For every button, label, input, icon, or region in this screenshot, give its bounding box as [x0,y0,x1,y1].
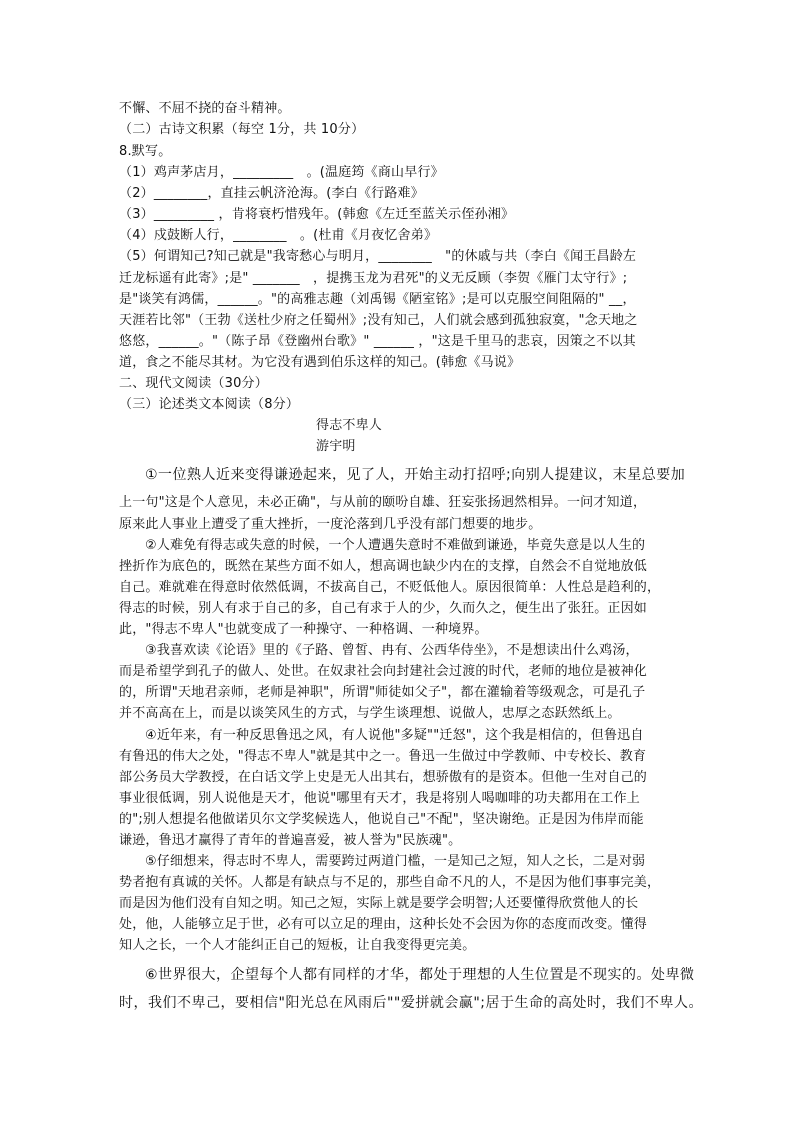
question-8-item-2: （2）________，直挂云帆济沧海。(李白《行路难》 [119,186,424,201]
paragraph-1-line: 上一句"这是个人意见，未必正确"，与从前的颐吩自雄、狂妄张扬迥然相异。一问才知道， [119,495,647,510]
paragraph-2-line: 此，"得志不卑人"也就变成了一种操守、一种格调、一种境界。 [119,622,488,637]
paragraph-5-line: 而是因为他们没有自知之明。知己之短，实际上就是要学会明智;人还要懂得欣赏他人的长 [119,896,639,911]
question-8-item-5-line: 迁龙标遥有此寄》;是" _______ ，提携玉龙为君死"的义无反顾（李贺《雁门太守行》; [119,271,628,286]
question-8-title: 8.默写。 [119,144,172,159]
paragraph-3-line: 并不高高在上，而是以谈笑风生的方式，与学生谈理想、说做人，忠厚之态跃然纸上。 [119,706,621,721]
question-8-item-5-line: 是"谈笑有鸿儒，______。"的高雅志趣（刘禹锡《陋室铭》;是可以克服空间阻隔的" __， [119,292,636,307]
article-title: 得志不卑人 [316,418,383,433]
question-8-item-5-line: 道，食之不能尽其材。为它没有遇到伯乐这样的知己。(韩愈《马说》 [119,355,521,370]
question-8-item-1: （1）鸡声茅店月，_________ 。(温庭筠《商山早行》 [119,165,444,180]
question-8-item-4: （4）戍鼓断人行，________ 。(杜甫《月夜忆舍弟》 [119,228,438,243]
question-8-item-5-line: 天涯若比邻"（王勃《送杜少府之任蜀州》;没有知己，人们就会感到孤独寂寞，"念天地之 [119,313,638,328]
paragraph-6-line: ⑥世界很大，企望每个人都有同样的才华，都处于理想的人生位置是不现实的。处卑微 [145,967,695,983]
section-heading-modern-reading: 二、现代文阅读（30分） [119,376,268,391]
paragraph-2-line: 得志的时候，别人有求于自己的多，自己有求于人的少，久而久之，便生出了张狂。正因如 [119,601,648,616]
question-8-item-5: （5）何谓知己?知己就是"我寄愁心与明月，________ "的休戚与共（李白《闻王昌龄左 [119,249,637,264]
paragraph-4-line: 事业很低调，别人说他是天才，他说"哪里有天才，我是将别人喝咖啡的功夫都用在工作上 [119,791,640,806]
paragraph-5-line: ⑤仔细想来，得志时不卑人，需要跨过两道门槛，一是知己之短，知人之长，二是对弱 [145,854,646,869]
section-heading-poetry: （二）古诗文积累（每空 1分，共 10分） [119,122,365,137]
paragraph-5-line: 知人之长，一个人才能纠正自己的短板，让自我变得更完美。 [119,938,476,953]
subsection-heading-argumentative: （三）论述类文本阅读（8分） [119,397,300,412]
paragraph-4-line: 有鲁迅的伟大之处，"得志不卑人"就是其中之一。鲁迅一生做过中学教师、中专校长、教育 [119,749,647,764]
paragraph-4-line: 部公务员大学教授，在白话文学上史是无人出其右，想骄傲有的是资本。但他一生对自己的 [119,770,648,785]
paragraph-4-line: ④近年来，有一种反思鲁迅之风，有人说他"多疑""迁怒"，这个我是相信的，但鲁迅自 [145,728,644,743]
article-author: 游宇明 [316,439,356,454]
paragraph-2-line: 挫折作为底色的，既然在某些方面不如人，想高调也缺少内在的支撑，自然会不自觉地放低 [119,559,648,574]
paragraph-5-line: 势者抱有真诚的关怀。人都是有缺点与不足的，那些自命不凡的人，不是因为他们事事完美， [119,875,661,890]
paragraph-6-line: 时，我们不卑己，要相信"阳光总在风雨后""爱拼就会赢";居于生命的高处时，我们不卑人。 [119,995,703,1011]
paragraph-3-line: 而是希望学到孔子的做人、处世。在奴隶社会向封建社会过渡的时代，老师的地位是被神化 [119,664,648,679]
question-8-item-3: （3）_________ ，肯将衰朽惜残年。(韩愈《左迁至蓝关示侄孙湘》 [119,207,515,222]
paragraph-2-line: 自己。难就难在得意时依然低调，不拔高自己，不贬低他人。原因很简单：人性总是趋利的， [119,580,661,595]
paragraph-3-line: ③我喜欢读《论语》里的《子路、曾皙、冉有、公西华侍坐》，不是想读出什么鸡汤， [145,643,639,658]
paragraph-1-line: 原来此人事业上遭受了重大挫折，一度沦落到几乎没有部门想要的地步。 [119,517,542,532]
paragraph-1-line: ①一位熟人近来变得谦逊起来，见了人，开始主动打招呼;向别人提建议，末星总要加 [145,467,686,483]
paragraph-5-line: 处，他，人能够立足于世，必有可以立足的理由，这种长处不会因为你的态度而改变。懂得 [119,917,648,932]
paragraph-2-line: ②人难免有得志或失意的时候，一个人遭遇失意时不难做到谦逊，毕竟失意是以人生的 [145,538,646,553]
paragraph-4-line: 谦逊，鲁迅才赢得了青年的普遍喜爱，被人誉为"民族魂"。 [119,833,462,848]
question-8-item-5-line: 悠悠，______。"（陈子昂《登幽州台歌》" ______ ，"这是千里马的悲哀，因策之不以其 [119,334,636,349]
paragraph-3-line: 的，所谓"天地君亲师，老师是神职"，所谓"师徒如父子"，都在灌输着等级观念，可是孔子 [119,685,646,700]
text-line-continuation: 不懈、不屈不挠的奋斗精神。 [119,101,291,116]
paragraph-4-line: 的";别人想提名他做诺贝尔文学奖候选人，他说自己"不配"，坚决谢绝。正是因为伟岸而能 [119,812,644,827]
